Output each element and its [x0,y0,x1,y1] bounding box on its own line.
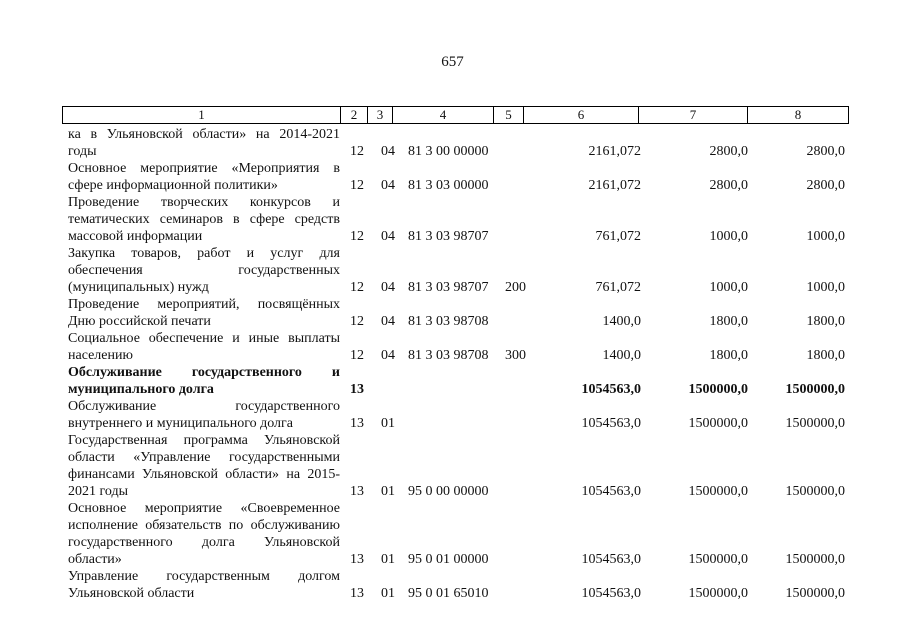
row-cell-c4: 95 0 00 00000 [408,484,489,499]
page-number: 657 [441,54,464,70]
row-cell-c6: 2161,072 [588,178,641,193]
row-description: Закупка товаров, работ и услуг для обеспечения государственных (муниципальных) нужд [68,246,340,295]
row-cell-c3: 04 [381,348,395,363]
header-col-6: 6 [524,107,639,123]
table-row [0,432,905,500]
row-cell-c6: 761,072 [595,229,641,244]
row-description: Проведение творческих конкурсов и тематических семинаров в сфере средств массовой информации [68,195,340,244]
row-cell-c4: 95 0 01 65010 [408,586,489,601]
row-cell-c4: 81 3 03 98708 [408,348,489,363]
row-cell-c7: 1500000,0 [688,382,748,397]
row-cell-c3: 04 [381,229,395,244]
table-row [0,500,905,568]
header-col-8: 8 [794,107,802,122]
row-cell-c8: 1500000,0 [785,484,845,499]
header-col-2: 2 [341,107,368,123]
row-cell-c6: 1400,0 [602,348,641,363]
row-cell-c8: 1800,0 [806,314,845,329]
row-description: Управление государственным долгом Ульяновской области [68,569,340,601]
row-description: Обслуживание государственного внутреннего и муниципального долга [68,399,340,431]
row-cell-c4: 81 3 00 00000 [408,144,489,159]
row-cell-c8: 1500000,0 [785,382,845,397]
row-cell-c5: 300 [505,348,526,363]
table-row [0,194,905,245]
row-cell-c8: 1000,0 [806,280,845,295]
row-cell-c8: 2800,0 [806,144,845,159]
row-cell-c7: 1500000,0 [688,586,748,601]
row-cell-c7: 1800,0 [709,348,748,363]
header-col-1: 1 [63,107,341,123]
row-cell-c2: 12 [350,348,364,363]
row-cell-c6: 1054563,0 [581,484,641,499]
row-cell-c2: 13 [350,586,364,601]
row-cell-c7: 1000,0 [709,229,748,244]
table-row [0,245,905,296]
table-row [0,126,905,160]
table-row [0,160,905,194]
row-cell-c2: 13 [350,552,364,567]
row-cell-c6: 1400,0 [602,314,641,329]
row-cell-c2: 13 [350,416,364,431]
row-cell-c8: 2800,0 [806,178,845,193]
row-cell-c2: 12 [350,229,364,244]
table-row [0,568,905,602]
row-cell-c7: 1500000,0 [688,416,748,431]
row-cell-c7: 1000,0 [709,280,748,295]
row-description: Проведение мероприятий, посвящённых Дню российской печати [68,297,340,329]
row-cell-c8: 1500000,0 [785,552,845,567]
row-cell-c3: 01 [381,484,395,499]
row-cell-c6: 1054563,0 [581,552,641,567]
header-col-5: 5 [494,107,524,123]
row-cell-c3: 01 [381,416,395,431]
row-cell-c8: 1800,0 [806,348,845,363]
row-cell-c2: 13 [350,484,364,499]
row-cell-c8: 1500000,0 [785,586,845,601]
row-cell-c3: 04 [381,314,395,329]
row-description: Обслуживание государственного и муниципального долга [68,365,340,397]
header-col-4: 4 [393,107,494,123]
row-cell-c2: 12 [350,280,364,295]
row-cell-c2: 13 [350,382,364,397]
row-cell-c8: 1000,0 [806,229,845,244]
row-description: Социальное обеспечение и иные выплаты населению [68,331,340,363]
table-row [0,398,905,432]
row-cell-c7: 1500000,0 [688,552,748,567]
row-cell-c6: 1054563,0 [581,586,641,601]
row-description: Государственная программа Ульяновской области «Управление государственными финансами Ульяновской области» на 2015-2021 годы [68,433,340,499]
row-cell-c4: 81 3 03 98707 [408,280,489,295]
header-col-7: 7 [639,107,748,123]
row-cell-c7: 1500000,0 [688,484,748,499]
row-cell-c6: 2161,072 [588,144,641,159]
row-description: Основное мероприятие «Своевременное исполнение обязательств по обслуживанию государственного долга Ульяновской области» [68,501,340,567]
row-cell-c8: 1500000,0 [785,416,845,431]
table-row [0,330,905,364]
row-cell-c7: 2800,0 [709,144,748,159]
row-cell-c3: 04 [381,144,395,159]
row-cell-c6: 761,072 [595,280,641,295]
table-header [62,106,849,124]
row-cell-c4: 81 3 03 98707 [408,229,489,244]
row-cell-c5: 200 [505,280,526,295]
row-cell-c3: 04 [381,178,395,193]
row-cell-c3: 04 [381,280,395,295]
row-description: Основное мероприятие «Мероприятия в сфере информационной политики» [68,161,340,193]
row-cell-c2: 12 [350,178,364,193]
table-body [0,126,905,602]
row-cell-c6: 1054563,0 [581,382,641,397]
row-cell-c7: 1800,0 [709,314,748,329]
row-cell-c3: 01 [381,586,395,601]
row-cell-c2: 12 [350,144,364,159]
row-cell-c4: 81 3 03 98708 [408,314,489,329]
table-row [0,296,905,330]
row-cell-c3: 01 [381,552,395,567]
row-cell-c4: 95 0 01 00000 [408,552,489,567]
row-cell-c7: 2800,0 [709,178,748,193]
header-col-3: 3 [368,107,393,123]
row-description: ка в Ульяновской области» на 2014-2021 годы [68,127,340,159]
row-cell-c6: 1054563,0 [581,416,641,431]
table-row [0,364,905,398]
row-cell-c4: 81 3 03 00000 [408,178,489,193]
row-cell-c2: 12 [350,314,364,329]
